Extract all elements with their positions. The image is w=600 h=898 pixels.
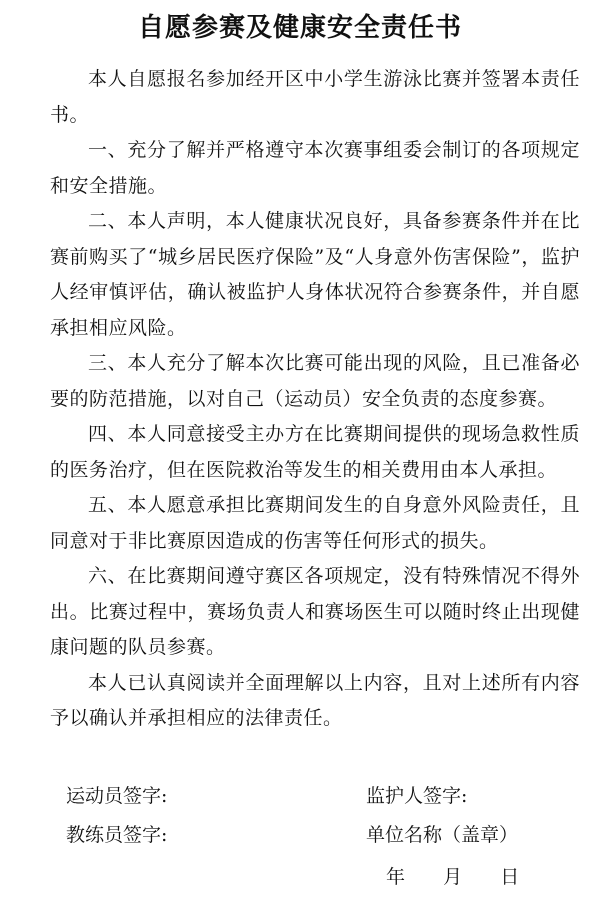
unit-seal-label: 单位名称（盖章） [366, 824, 519, 846]
date-year-label: 年 [386, 866, 406, 888]
date-day-label: 日 [500, 866, 520, 888]
date-line [386, 860, 519, 894]
document-title: 自愿参赛及健康安全责任书 [137, 13, 462, 43]
date-month-label: 月 [443, 866, 463, 888]
document-body [50, 62, 580, 737]
paragraph-clause-2: 二、本人声明，本人健康状况良好，具备参赛条件并在比赛前购买了“城乡居民医疗保险”及“人身意外伤害保险”，监护人经审慎评估，确认被监护人身体状况符合参赛条件，并自愿承担相应风险。 [50, 210, 580, 339]
athlete-signature-label: 运动员签字: [66, 785, 168, 807]
signature-row-1 [0, 779, 600, 813]
paragraph-intro: 本人自愿报名参加经开区中小学生游泳比赛并签署本责任书。 [50, 68, 580, 126]
paragraph-clause-4: 四、本人同意接受主办方在比赛期间提供的现场急救性质的医务治疗，但在医院救治等发生的相关费用由本人承担。 [50, 423, 580, 481]
signature-row-2 [0, 818, 600, 852]
paragraph-clause-1: 一、充分了解并严格遵守本次赛事组委会制订的各项规定和安全措施。 [50, 139, 580, 197]
paragraph-clause-3: 三、本人充分了解本次比赛可能出现的风险，且已准备必要的防范措施，以对自己（运动员）安全负责的态度参赛。 [50, 352, 580, 410]
coach-signature-label: 教练员签字: [66, 824, 168, 846]
guardian-signature-label: 监护人签字: [366, 785, 468, 807]
paragraph-clause-6: 六、在比赛期间遵守赛区各项规定，没有特殊情况不得外出。比赛过程中，赛场负责人和赛场医生可以随时终止出现健康问题的队员参赛。 [50, 565, 580, 658]
paragraph-clause-5: 五、本人愿意承担比赛期间发生的自身意外风险责任，且同意对于非比赛原因造成的伤害等任何形式的损失。 [50, 494, 580, 552]
paragraph-confirmation: 本人已认真阅读并全面理解以上内容，且对上述所有内容予以确认并承担相应的法律责任。 [50, 671, 580, 729]
